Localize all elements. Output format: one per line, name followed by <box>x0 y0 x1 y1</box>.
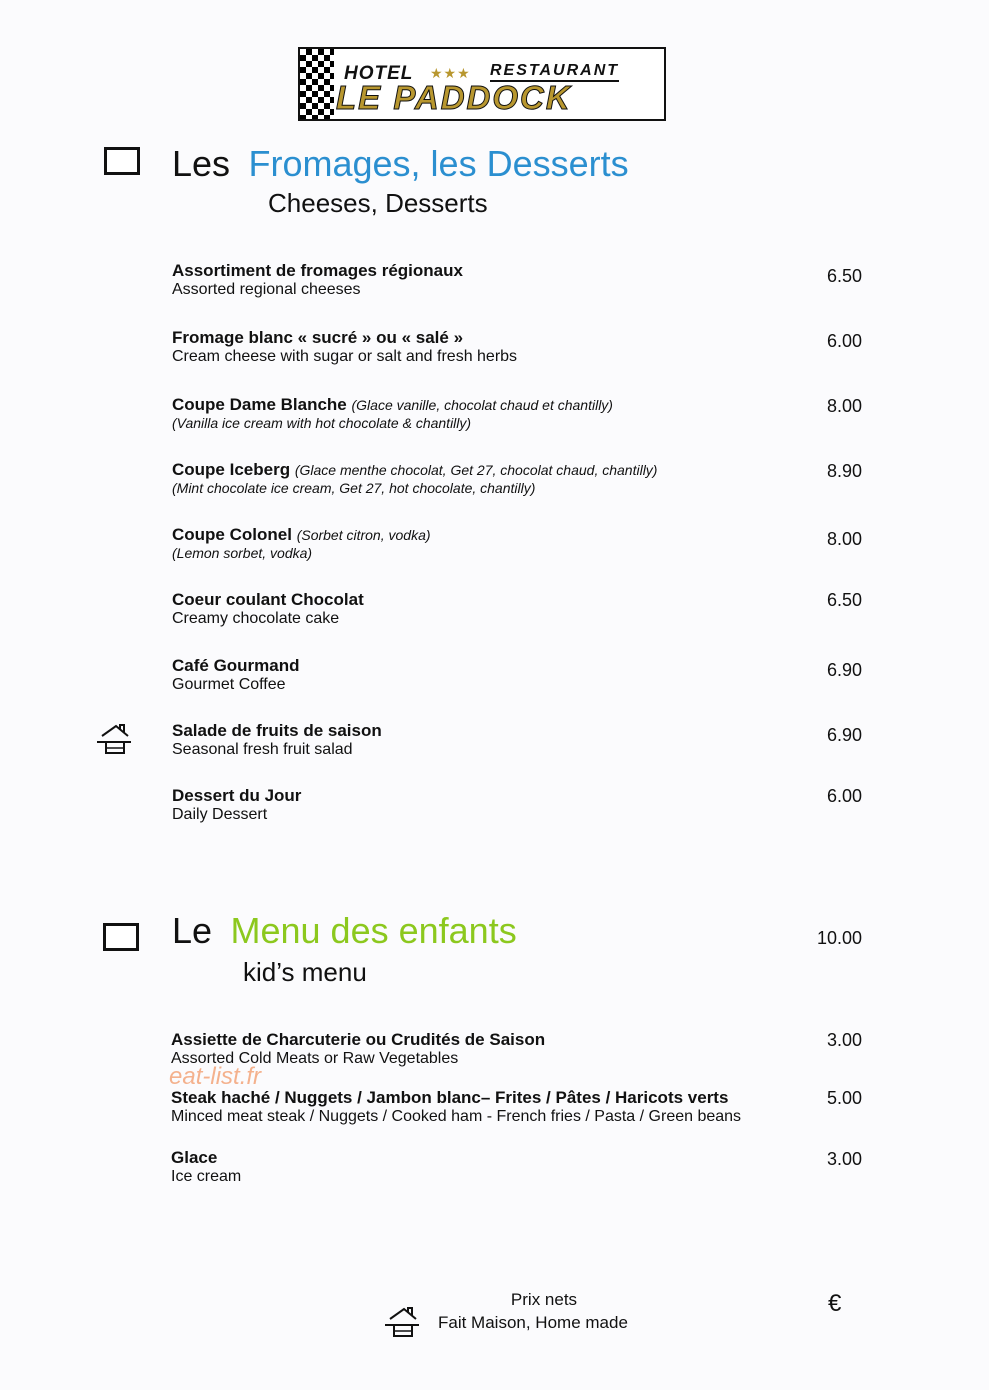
logo-stars: ★★★ <box>430 65 471 81</box>
item-translation: Daily Dessert <box>172 806 268 823</box>
item-translation: Gourmet Coffee <box>172 676 286 693</box>
item-translation: Ice cream <box>171 1168 242 1185</box>
desserts-heading <box>172 143 629 185</box>
item-translation: (Mint chocolate ice cream, Get 27, hot chocolate, chantilly) <box>172 480 536 496</box>
item-price: 6.00 <box>826 786 862 806</box>
kids-menu-price: 10.00 <box>816 928 862 948</box>
watermark: eat-list.fr <box>169 1063 262 1090</box>
desserts-heading-prefix: Les <box>172 143 231 184</box>
item-name: Café Gourmand <box>172 656 300 675</box>
item-name: Coupe Iceberg <box>172 460 291 479</box>
item-price: 6.90 <box>826 660 862 680</box>
menu-item <box>172 786 301 824</box>
item-note: (Sorbet citron, vodka) <box>296 527 431 543</box>
item-note: (Glace menthe chocolat, Get 27, chocolat chaud, chantilly) <box>294 462 658 478</box>
menu-item <box>171 1088 741 1126</box>
kids-heading <box>172 910 517 952</box>
homemade-icon <box>96 722 132 756</box>
logo-name: LE PADDOCK <box>336 79 572 116</box>
net-prices-note: Prix nets <box>510 1290 578 1309</box>
item-translation: Assorted regional cheeses <box>172 281 361 298</box>
item-price: 6.50 <box>826 590 862 610</box>
item-translation: (Lemon sorbet, vodka) <box>172 545 313 561</box>
kids-subtitle: kid’s menu <box>243 957 367 987</box>
item-translation: Creamy chocolate cake <box>172 610 340 627</box>
desserts-subtitle: Cheeses, Desserts <box>268 188 488 218</box>
menu-item <box>172 261 463 299</box>
desserts-checkbox-icon[interactable] <box>104 147 140 175</box>
item-price: 8.00 <box>826 396 862 416</box>
desserts-heading-title: Fromages, les Desserts <box>248 143 629 184</box>
menu-item <box>172 721 382 759</box>
kids-checkbox-icon[interactable] <box>103 923 139 951</box>
item-translation: Assorted Cold Meats or Raw Vegetables <box>171 1050 459 1067</box>
kids-heading-title: Menu des enfants <box>230 910 517 951</box>
item-price: 6.90 <box>826 725 862 745</box>
homemade-legend-icon <box>384 1305 420 1339</box>
restaurant-logo <box>298 47 666 121</box>
item-price: 6.00 <box>826 331 862 351</box>
menu-item <box>171 1148 241 1186</box>
item-name: Coeur coulant Chocolat <box>172 590 364 609</box>
item-note: (Glace vanille, chocolat chaud et chantilly) <box>351 397 613 413</box>
menu-item <box>172 656 300 694</box>
checkered-flag-icon <box>300 49 334 119</box>
menu-item <box>172 525 431 561</box>
item-name: Glace <box>171 1148 218 1167</box>
item-price: 6.50 <box>826 266 862 286</box>
item-price: 3.00 <box>826 1030 862 1050</box>
item-name: Salade de fruits de saison <box>172 721 382 740</box>
item-price: 5.00 <box>826 1088 862 1108</box>
item-name: Coupe Dame Blanche <box>172 395 347 414</box>
item-name: Coupe Colonel <box>172 525 292 544</box>
logo-hotel-text: HOTEL <box>344 63 414 84</box>
menu-item <box>172 395 613 431</box>
menu-item <box>172 328 517 366</box>
currency-symbol: € <box>828 1290 842 1317</box>
kids-heading-prefix: Le <box>172 910 213 951</box>
logo-restaurant-text: RESTAURANT <box>490 63 619 82</box>
item-name: Assiette de Charcuterie ou Crudités de Saison <box>171 1030 546 1049</box>
item-name: Assortiment de fromages régionaux <box>172 261 463 280</box>
item-name: Dessert du Jour <box>172 786 302 805</box>
item-translation: (Vanilla ice cream with hot chocolate & chantilly) <box>172 415 472 431</box>
item-translation: Seasonal fresh fruit salad <box>172 741 353 758</box>
item-translation: Minced meat steak / Nuggets / Cooked ham - French fries / Pasta / Green beans <box>171 1108 742 1125</box>
item-name: Fromage blanc « sucré » ou « salé » <box>172 328 464 347</box>
item-price: 8.00 <box>826 529 862 549</box>
menu-item <box>172 460 657 496</box>
item-price: 3.00 <box>826 1149 862 1169</box>
homemade-legend: Fait Maison, Home made <box>438 1313 628 1332</box>
menu-item <box>172 590 364 628</box>
item-translation: Cream cheese with sugar or salt and fresh herbs <box>172 348 518 365</box>
item-name: Steak haché / Nuggets / Jambon blanc– Frites / Pâtes / Haricots verts <box>171 1088 729 1107</box>
item-price: 8.90 <box>826 461 862 481</box>
